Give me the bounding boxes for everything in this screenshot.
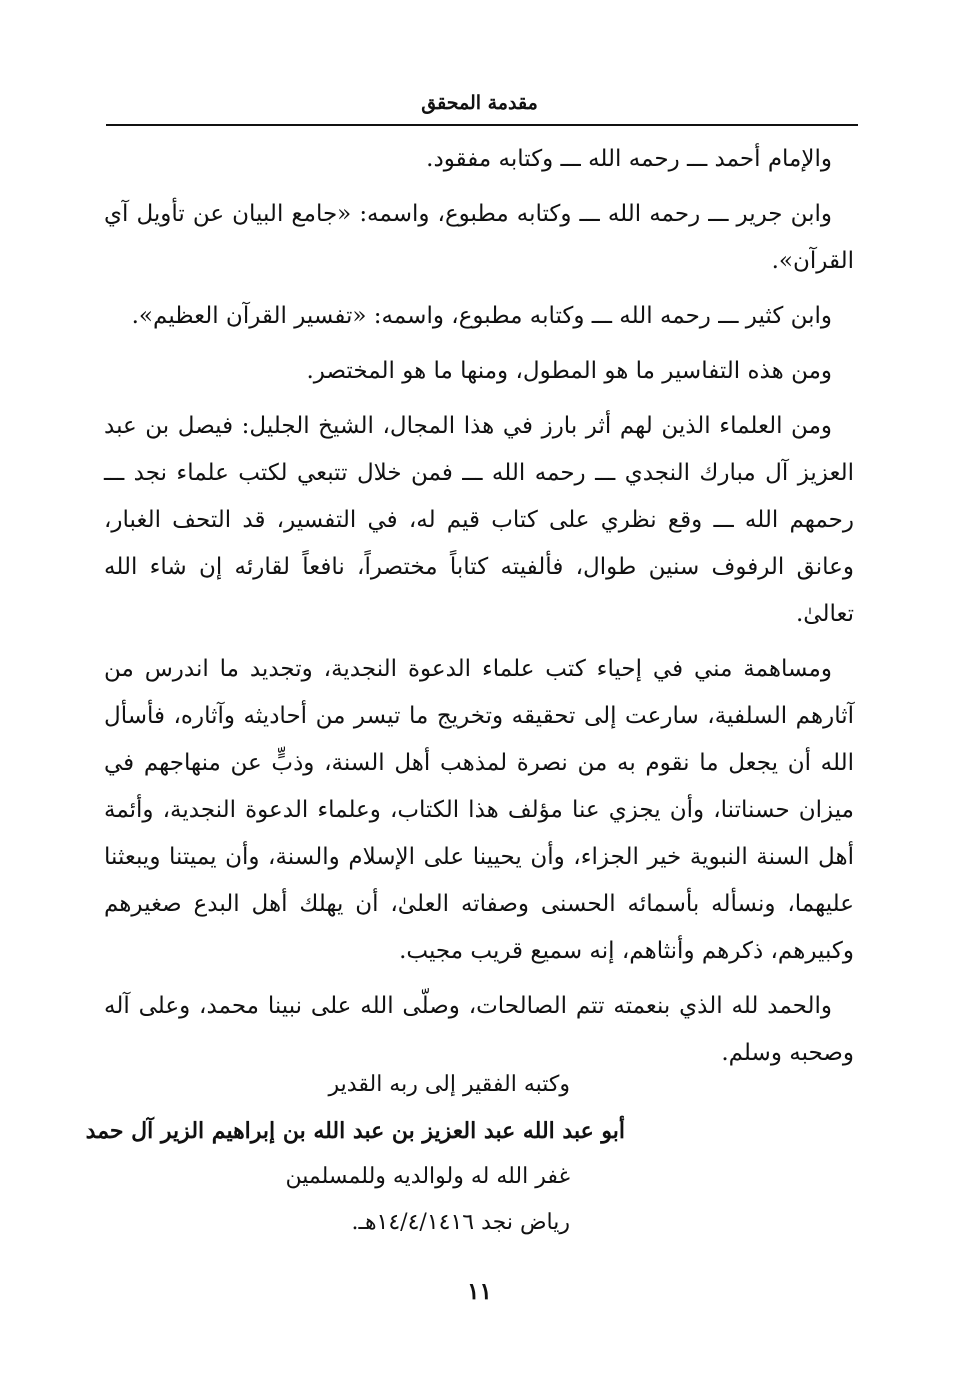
- signature-block: [85, 1062, 860, 1246]
- page-number: ١١: [467, 1278, 492, 1305]
- paragraph: وابن جرير ـــ رحمه الله ـــ وكتابه مطبوع، واسمه: «جامع البيان عن تأويل آي القرآن».: [104, 201, 854, 274]
- signature-date: رياض نجد ١٤/٤/١٤١٦هـ.: [351, 1210, 570, 1235]
- paragraph: ومساهمة مني في إحياء كتب علماء الدعوة النجدية، وتجديد ما اندرس من آثارهم السلفية، سارعت إلى تحقيقه وتخريج ما تيسر من أحاديثه وآثاره، فأسأل الله أن يجعل ما نقوم به من نصرة لمذهب أهل السنة، وذبٍّ عن منهاجهم في ميزان حسناتنا، وأن يجزي عنا مؤلف هذا الكتاب، وعلماء الدعوة النجدية، وأئمة أهل السنة النبوية خير الجزاء، وأن يحيينا على الإسلام والسنة، وأن يميتنا ويبعثنا عليهما، ونسأله بأسمائه الحسنى وصفاته العلىٰ، أن يهلك أهل البدع صغيرهم وكبيرهم، ذكرهم وأنثاهم، إنه سميع قريب مجيب.: [104, 656, 854, 964]
- paragraph: والإمام أحمد ـــ رحمه الله ـــ وكتابه مفقود.: [426, 146, 832, 172]
- paragraph: ومن هذه التفاسير ما هو المطول، ومنها ما هو المختصر.: [306, 358, 832, 384]
- signature-line-3: غفر الله له ولوالديه وللمسلمين: [285, 1164, 570, 1189]
- signature-line-1: وكتبه الفقير إلى ربه القدير: [328, 1072, 570, 1097]
- paragraph: وابن كثير ـــ رحمه الله ـــ وكتابه مطبوع، واسمه: «تفسير القرآن العظيم».: [131, 303, 832, 329]
- page-header-title: مقدمة المحقق: [421, 92, 538, 114]
- paragraph: ومن العلماء الذين لهم أثر بارز في هذا المجال، الشيخ الجليل: فيصل بن عبد العزيز آل مبارك النجدي ـــ رحمه الله ـــ فمن خلال تتبعي لكتب علماء نجد ـــ رحمهم الله ـــ وقع نظري على كتاب قيم له، في التفسير، قد التحف الغبار، وعانق الرفوف سنين طوال، فألفيته كتاباً مختصراً، نافعاً لقارئه إن شاء الله تعالىٰ.: [104, 413, 854, 627]
- header-divider: [106, 124, 858, 126]
- signature-author: أبو عبد الله عبد العزيز بن عبد الله بن إبراهيم الزير آل حمد: [85, 1118, 625, 1144]
- paragraph: والحمد لله الذي بنعمته تتم الصالحات، وصلّى الله على نبينا محمد، وعلى آله وصحبه وسلم.: [104, 993, 854, 1066]
- main-text: [104, 136, 854, 1085]
